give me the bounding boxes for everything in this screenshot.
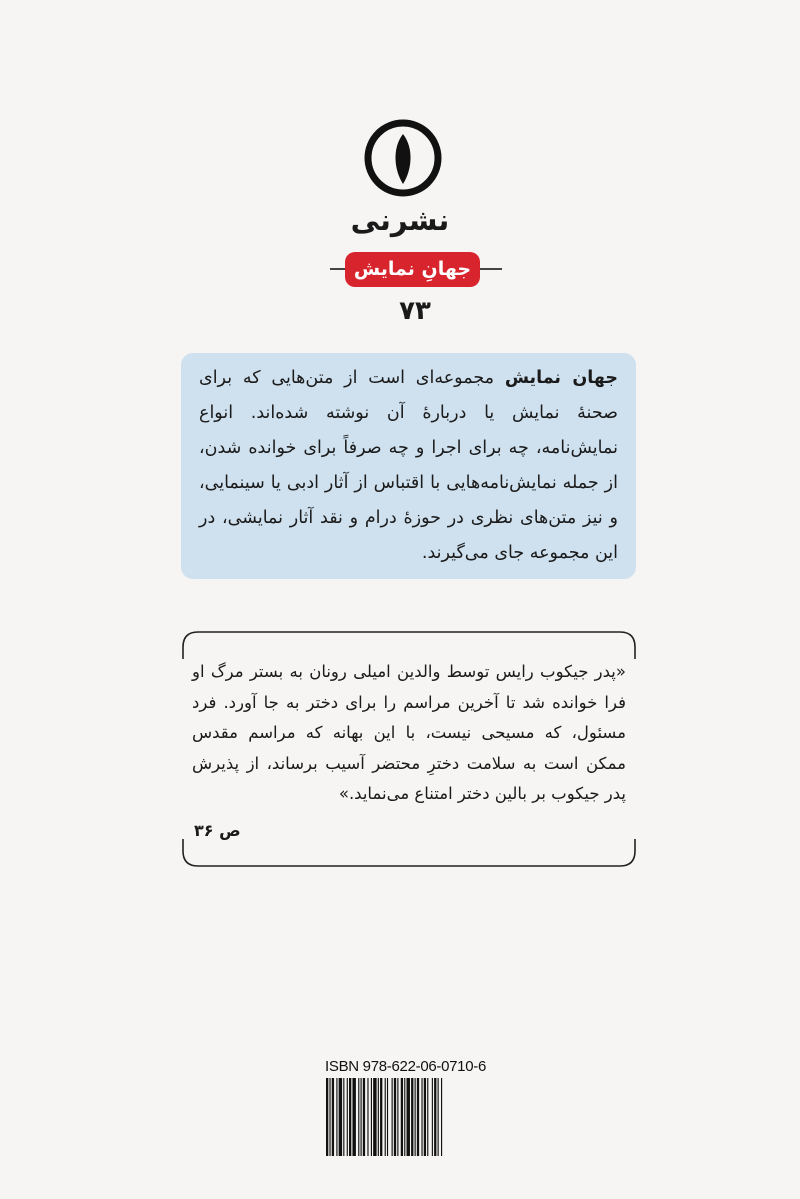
barcode-bar: [380, 1078, 382, 1156]
barcode-bar: [424, 1078, 426, 1156]
barcode-bar: [432, 1078, 433, 1156]
barcode-bar: [417, 1078, 419, 1156]
barcode-bar: [434, 1078, 436, 1156]
barcode-bar: [427, 1078, 428, 1156]
series-badge: جهانِ نمایش: [345, 252, 480, 287]
barcode-bar: [352, 1078, 355, 1156]
barcode-bar: [363, 1078, 365, 1156]
publisher-logo-icon: [363, 118, 443, 206]
barcode-bar: [339, 1078, 342, 1156]
series-rule-right: [480, 268, 502, 270]
barcode-bar: [343, 1078, 344, 1156]
publisher-name: نشرنی: [350, 203, 450, 237]
barcode-bar: [421, 1078, 422, 1156]
barcode-bar: [407, 1078, 410, 1156]
barcode-bar: [387, 1078, 388, 1156]
series-description-box: [181, 353, 636, 579]
quote-text: «پدر جیکوب رایس توسط والدین امیلی رونان به بستر مرگ او فرا خوانده شد تا آخرین مراسم را برای دختر به جا آورد. فرد مسئول، که مسیحی نیست، با این بهانه که مراسم مقدس ممکن است به سلامت دخترِ محتضر آسیب برساند، از پذیرش پدر جیکوب بر بالین دختر امتناع می‌نماید.»: [192, 662, 626, 803]
barcode-bar: [441, 1078, 442, 1156]
barcode-bar: [358, 1078, 359, 1156]
barcode-bar: [347, 1078, 348, 1156]
barcode: [325, 1078, 495, 1156]
barcode-bar: [336, 1078, 337, 1156]
barcode-bar: [415, 1078, 416, 1156]
barcode-bar: [326, 1078, 328, 1156]
barcode-bar: [329, 1078, 330, 1156]
isbn-label: ISBN 978-622-06-0710-6: [325, 1058, 487, 1075]
barcode-bar: [394, 1078, 396, 1156]
description-text: مجموعه‌ای است از متن‌هایی که برای صحنهٔ نمایش یا دربارهٔ آن نوشته شده‌اند. انواع نمایش‌نامه، چه برای اجرا و چه صرفاً برای خوانده شدن، از جمله نمایش‌نامه‌هایی با اقتباس از آثار ادبی یا سینمایی، و نیز متن‌های نظری در حوزهٔ درام و نقد آثار نمایشی، در این مجموعه جای می‌گیرند.: [199, 368, 618, 563]
series-number: ۷۳: [399, 296, 431, 326]
description-lead: جهان نمایش: [504, 368, 618, 388]
barcode-bar: [349, 1078, 351, 1156]
quote-box: [182, 631, 636, 867]
barcode-bar: [378, 1078, 379, 1156]
barcode-bar: [373, 1078, 376, 1156]
barcode-bar: [401, 1078, 403, 1156]
barcode-bar: [332, 1078, 334, 1156]
barcode-bar: [385, 1078, 386, 1156]
barcode-bar: [367, 1078, 368, 1156]
barcode-bar: [404, 1078, 405, 1156]
barcode-bar: [438, 1078, 439, 1156]
barcode-bar: [411, 1078, 413, 1156]
barcode-bar: [361, 1078, 362, 1156]
barcode-bar: [397, 1078, 398, 1156]
quote-page-ref: ص ۳۶: [194, 821, 241, 840]
barcode-bar: [392, 1078, 393, 1156]
barcode-bar: [371, 1078, 372, 1156]
